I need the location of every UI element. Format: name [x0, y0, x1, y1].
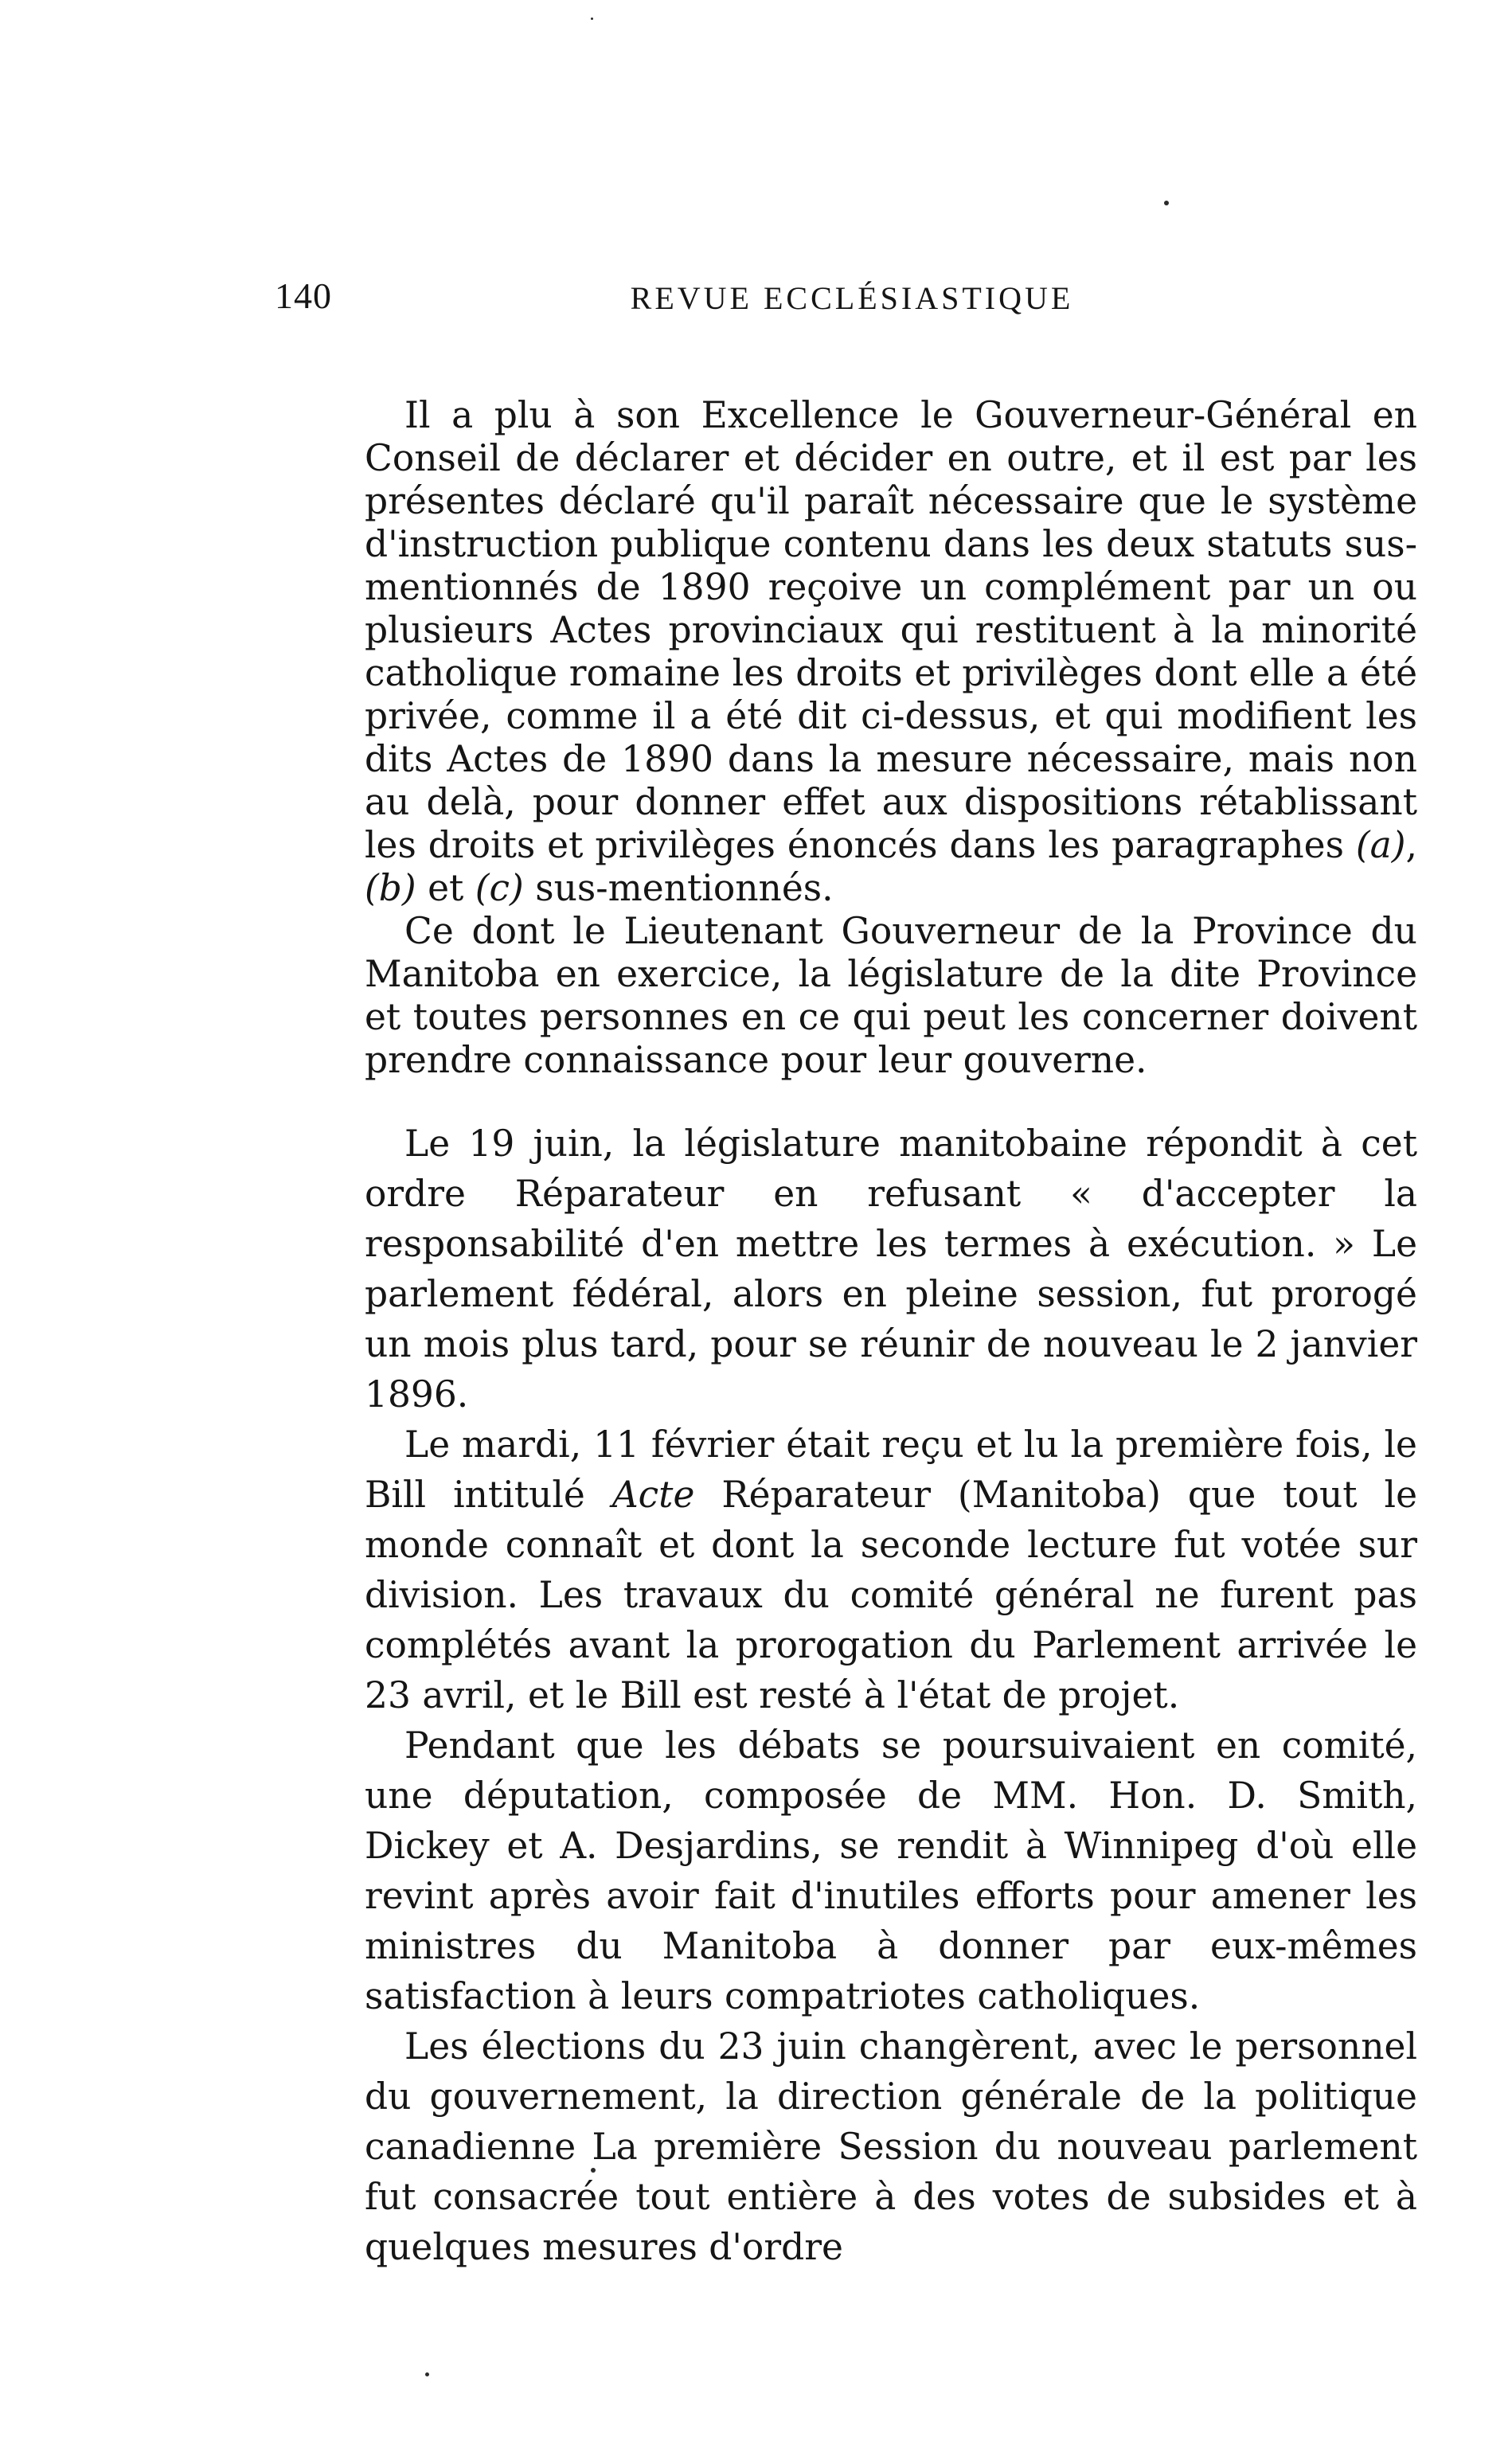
paragraph-elections: Les élections du 23 juin changèrent, avec le personnel du gouvernement, la direction générale de la politique canadienne La première Session du nouveau parlement fut consacrée tout entière à des votes de subsides et à quelques mesures d'ordre — [365, 2025, 1417, 2268]
paragraph-decree — [365, 394, 1417, 910]
paragraph-june-19: Le 19 juin, la législature manitobaine répondit à cet ordre Réparateur en refusant « d'accepter la responsabilité d'en mettre les termes à exécution. » Le parlement fédéral, alors en pleine session, fut prorogé un mois plus tard, pour se réunir de nouveau le 2 janvier 1896. — [365, 1123, 1417, 1416]
page-number: 140 — [275, 275, 332, 316]
paragraph-remedial-bill-end: Réparateur (Manitoba) que tout le monde connaît et dont la seconde lecture fut votée sur division. Les travaux du comité général ne furent pas complétés avant la prorogation du Parlement arrivée le 23 avril, et le Bill est resté à l'état de projet. — [365, 1474, 1417, 1716]
body-text — [365, 394, 1417, 2272]
reference-b: (b) — [365, 867, 416, 909]
reference-a: (a) — [1355, 824, 1406, 866]
page-header — [275, 267, 1429, 314]
ink-speck — [425, 2372, 429, 2376]
acte-italic: Acte — [611, 1474, 695, 1516]
ink-speck — [1164, 201, 1169, 205]
ink-speck — [591, 18, 593, 20]
running-head: REVUE ECCLÉSIASTIQUE — [630, 280, 1074, 316]
paragraph-remedial-bill — [365, 1419, 1417, 1720]
paragraph-decree-text: Il a plu à son Excellence le Gouverneur-Général en Conseil de déclarer et décider en outre, et il est par les présentes déclaré qu'il paraît nécessaire que le système d'instruction publique contenu dans les deux statuts sus-mentionnés de 1890 reçoive un complément par un ou plusieurs Actes provinciaux qui restituent à la minorité catholique romaine les droits et privilèges dont elle a été privée, comme il a été dit ci-dessus, et qui modifient les dits Actes de 1890 dans la mesure nécessaire, mais non au delà, pour donner effet aux dispositions rétablissant les droits et privilèges énoncés dans les paragraphes — [365, 394, 1417, 866]
paragraph-remedial-bill-start: Le mardi, 11 février était reçu et lu la première fois, le Bill intitulé — [365, 1423, 1417, 1516]
ink-speck — [591, 2168, 596, 2173]
reference-c: (c) — [475, 867, 524, 909]
paragraph-deputation: Pendant que les débats se poursuivaient en comité, une députation, composée de MM. Hon. D. Smith, Dickey et A. Desjardins, se rendit à Winnipeg d'où elle revint après avoir fait d'inutiles efforts pour amener les ministres du Manitoba à donner par eux-mêmes satisfaction à leurs compatriotes catholiques. — [365, 1724, 1417, 2017]
separator-2: et — [416, 867, 475, 909]
paragraph-decree-end: sus-mentionnés. — [523, 867, 834, 909]
separator-1: , — [1405, 824, 1417, 866]
paragraph-notice: Ce dont le Lieutenant Gouverneur de la Province du Manitoba en exercice, la législature de la dite Province et toutes personnes en ce qui peut les concerner doivent prendre connaissance pour leur gouverne. — [365, 910, 1417, 1081]
